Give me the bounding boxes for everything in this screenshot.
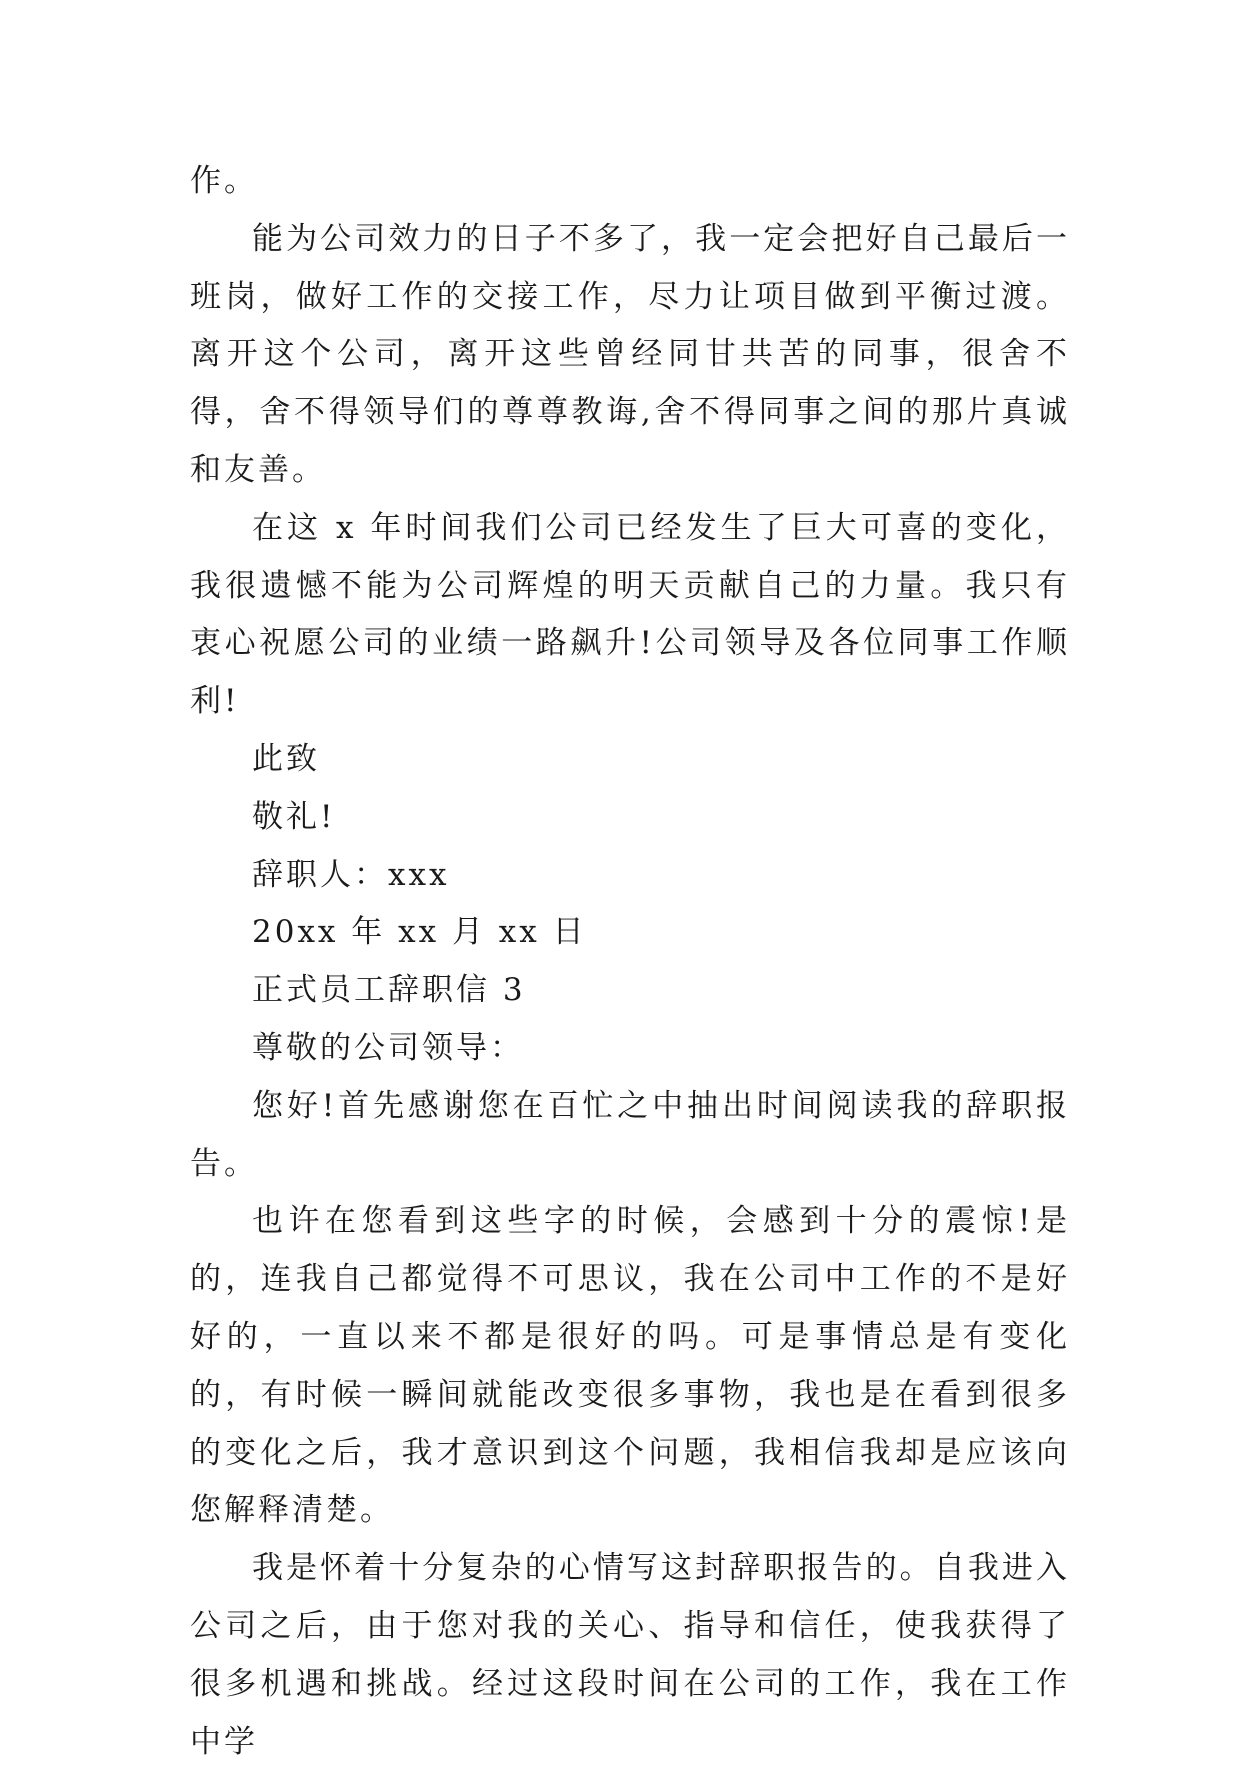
paragraph-surprise: 也许在您看到这些字的时候，会感到十分的震惊!是的，连我自己都觉得不可思议，我在公司中工作的不是好好的，一直以来不都是很好的吗。可是事情总是有变化的，有时候一瞬间就能改变很多事物，我也是在看到很多的变化之后，我才意识到这个问题，我相信我却是应该向您解释清楚。 [190, 1203, 1070, 1529]
closing-salutation: 此致 [252, 740, 320, 777]
paragraph-opening: 您好!首先感谢您在百忙之中抽出时间阅读我的辞职报告。 [190, 1087, 1070, 1182]
section-title: 正式员工辞职信 3 [252, 972, 526, 1009]
paragraph-farewell-commitment: 能为公司效力的日子不多了，我一定会把好自己最后一班岗，做好工作的交接工作，尽力让项目做到平衡过渡。离开这个公司，离开这些曾经同甘共苦的同事，很舍不得，舍不得领导们的尊尊教诲,舍不得同事之间的那片真诚和友善。 [190, 220, 1070, 488]
paragraph-gratitude: 我是怀着十分复杂的心情写这封辞职报告的。自我进入公司之后，由于您对我的关心、指导和信任，使我获得了很多机遇和挑战。经过这段时间在公司的工作，我在工作中学 [190, 1550, 1070, 1760]
paragraph-best-wishes: 在这 x 年时间我们公司已经发生了巨大可喜的变化，我很遗憾不能为公司辉煌的明天贡献自己的力量。我只有衷心祝愿公司的业绩一路飙升!公司领导及各位同事工作顺利! [190, 509, 1070, 720]
signature-line: 辞职人：xxx [252, 856, 450, 893]
closing-regards: 敬礼! [252, 798, 336, 835]
date-line: 20xx 年 xx 月 xx 日 [252, 914, 587, 951]
paragraph-continuation: 作。 [190, 163, 258, 199]
letter-body [190, 153, 1070, 1771]
letter-greeting: 尊敬的公司领导： [252, 1029, 524, 1066]
